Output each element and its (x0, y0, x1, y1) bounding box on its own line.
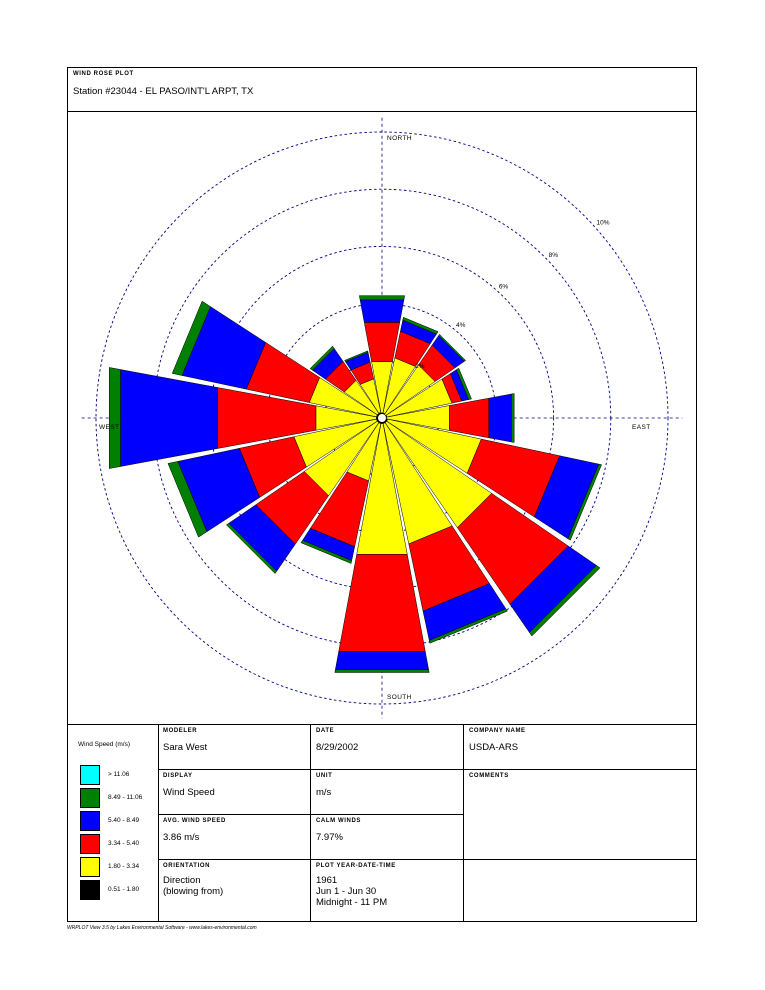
plot-dates: Jun 1 - Jun 30 (316, 886, 377, 897)
legend-swatch-4 (80, 834, 100, 854)
row2-divider (158, 814, 463, 815)
petal-n-class-3 (364, 322, 399, 361)
software-credit: WRPLOT View 3.5 by Lakes Environmental Software - www.lakes-environmental.com (67, 925, 257, 931)
legend-swatch-5 (80, 857, 100, 877)
legend-swatch-6 (80, 880, 100, 900)
legend-swatch-2 (80, 788, 100, 808)
orientation-label: ORIENTATION (163, 863, 211, 869)
ring-label-10pct: 10% (596, 219, 610, 227)
compass-west: WEST (99, 424, 120, 431)
petal-s-class-5 (335, 670, 429, 673)
info-top-border (67, 724, 697, 725)
plot-year: 1961 (316, 875, 338, 886)
ring-label-2pct: 2% (415, 363, 425, 371)
petal-w-class-4 (120, 370, 217, 467)
legend-title: Wind Speed (m/s) (78, 741, 131, 748)
petal-s-class-4 (335, 651, 428, 669)
ring-label-4pct: 4% (455, 322, 466, 330)
unit-label: UNIT (316, 773, 333, 779)
company-label: COMPANY NAME (469, 728, 526, 734)
row3-divider (158, 859, 697, 860)
orientation-line1: Direction (163, 875, 201, 886)
col2-divider (310, 724, 311, 922)
petal-e-class-4 (489, 394, 512, 442)
avg-speed-label: AVG. WIND SPEED (163, 818, 226, 824)
petal-w-class-5 (109, 367, 120, 468)
compass-east: EAST (632, 424, 651, 431)
calm-winds-value: 7.97% (316, 832, 343, 843)
legend-label-4: 3.34 - 5.40 (108, 840, 140, 847)
row1-divider (158, 769, 697, 770)
plot-label: WIND ROSE PLOT (73, 71, 134, 77)
legend-label-6: 0.51 - 1.80 (108, 886, 140, 893)
col3-divider (463, 724, 464, 922)
station-title: Station #23044 - EL PASO/INT'L ARPT, TX (73, 86, 254, 97)
legend-label-1: > 11.06 (108, 771, 130, 778)
ring-label-6pct: 6% (498, 283, 509, 291)
display-label: DISPLAY (163, 773, 193, 779)
legend-label-5: 1.80 - 3.34 (108, 863, 140, 870)
legend-swatch-1 (80, 765, 100, 785)
legend-label-2: 8.49 - 11.06 (108, 794, 143, 801)
compass-south: SOUTH (387, 694, 412, 701)
avg-speed-value: 3.86 m/s (163, 832, 200, 843)
petal-s-class-3 (339, 554, 426, 651)
display-value: Wind Speed (163, 787, 215, 798)
calm-center (378, 414, 386, 422)
petal-e-class-3 (449, 398, 488, 438)
plot-hours: Midnight - 11 PM (316, 897, 388, 908)
compass-north: NORTH (387, 135, 412, 142)
modeler-value: Sara West (163, 742, 208, 753)
plot-time-label: PLOT YEAR-DATE-TIME (316, 863, 396, 869)
orientation-line2: (blowing from) (163, 886, 224, 897)
date-value: 8/29/2002 (316, 742, 359, 753)
legend-divider (158, 724, 159, 922)
unit-value: m/s (316, 787, 332, 798)
modeler-label: MODELER (163, 728, 198, 734)
ring-label-8pct: 8% (548, 252, 558, 260)
legend-label-3: 5.40 - 8.49 (108, 817, 140, 824)
date-label: DATE (316, 728, 335, 734)
petal-n-class-5 (359, 296, 404, 300)
company-value: USDA-ARS (469, 742, 519, 753)
calm-winds-label: CALM WINDS (316, 818, 361, 824)
petal-e-class-5 (511, 394, 514, 443)
legend-swatch-3 (80, 811, 100, 831)
petal-n-class-4 (360, 300, 404, 323)
comments-label: COMMENTS (469, 773, 509, 779)
